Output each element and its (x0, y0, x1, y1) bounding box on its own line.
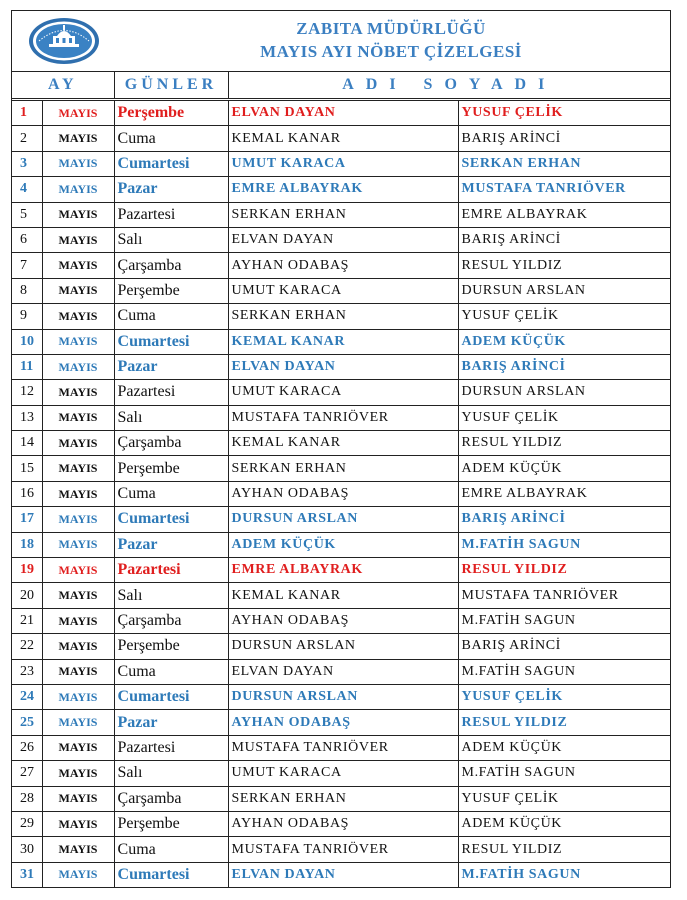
month-cell: MAYIS (42, 659, 114, 684)
officer-1-name: KEMAL KANAR (228, 329, 458, 354)
month-cell: MAYIS (42, 151, 114, 176)
officer-2-name: SERKAN ERHAN (458, 151, 670, 176)
officer-2-name: YUSUF ÇELİK (458, 304, 670, 329)
officer-1-name: ELVAN DAYAN (228, 862, 458, 887)
table-row (12, 100, 670, 126)
weekday-cell: Cuma (114, 837, 228, 862)
month-cell: MAYIS (42, 456, 114, 481)
officer-2-name: BARIŞ ARİNCİ (458, 634, 670, 659)
weekday-cell: Salı (114, 761, 228, 786)
table-row (12, 304, 670, 329)
day-number: 22 (12, 634, 42, 659)
weekday-cell: Pazar (114, 532, 228, 557)
weekday-cell: Cuma (114, 659, 228, 684)
officer-1-name: AYHAN ODABAŞ (228, 253, 458, 278)
weekday-cell: Salı (114, 227, 228, 252)
column-header-row (12, 72, 670, 100)
month-cell: MAYIS (42, 126, 114, 151)
officer-1-name: MUSTAFA TANRIÖVER (228, 837, 458, 862)
officer-2-name: YUSUF ÇELİK (458, 405, 670, 430)
day-number: 29 (12, 811, 42, 836)
officer-1-name: SERKAN ERHAN (228, 202, 458, 227)
month-cell: MAYIS (42, 837, 114, 862)
day-number: 17 (12, 507, 42, 532)
table-row (12, 126, 670, 151)
day-number: 9 (12, 304, 42, 329)
officer-2-name: DURSUN ARSLAN (458, 380, 670, 405)
document-header (12, 11, 670, 72)
office-title: ZABITA MÜDÜRLÜĞÜ (296, 19, 486, 38)
weekday-cell: Çarşamba (114, 786, 228, 811)
table-row (12, 481, 670, 506)
table-row (12, 405, 670, 430)
officer-1-name: ELVAN DAYAN (228, 227, 458, 252)
officer-2-name: RESUL YILDIZ (458, 837, 670, 862)
month-cell: MAYIS (42, 862, 114, 887)
officer-1-name: UMUT KARACA (228, 761, 458, 786)
month-cell: MAYIS (42, 710, 114, 735)
weekday-cell: Pazartesi (114, 380, 228, 405)
officer-2-name: EMRE ALBAYRAK (458, 202, 670, 227)
weekday-cell: Çarşamba (114, 431, 228, 456)
officer-2-name: DURSUN ARSLAN (458, 278, 670, 303)
column-header-adi-soyadi: ADI SOYADI (228, 72, 670, 100)
month-cell: MAYIS (42, 278, 114, 303)
table-row (12, 507, 670, 532)
table-row (12, 659, 670, 684)
day-number: 5 (12, 202, 42, 227)
month-cell: MAYIS (42, 380, 114, 405)
officer-1-name: AYHAN ODABAŞ (228, 608, 458, 633)
table-row (12, 634, 670, 659)
day-number: 8 (12, 278, 42, 303)
day-number: 11 (12, 354, 42, 379)
officer-2-name: BARIŞ ARİNCİ (458, 126, 670, 151)
day-number: 30 (12, 837, 42, 862)
officer-2-name: M.FATİH SAGUN (458, 659, 670, 684)
officer-1-name: SERKAN ERHAN (228, 786, 458, 811)
officer-2-name: BARIŞ ARİNCİ (458, 354, 670, 379)
month-cell: MAYIS (42, 227, 114, 252)
table-row (12, 151, 670, 176)
month-cell: MAYIS (42, 735, 114, 760)
day-number: 14 (12, 431, 42, 456)
officer-2-name: RESUL YILDIZ (458, 710, 670, 735)
month-cell: MAYIS (42, 507, 114, 532)
day-number: 15 (12, 456, 42, 481)
weekday-cell: Çarşamba (114, 253, 228, 278)
weekday-cell: Cumartesi (114, 507, 228, 532)
table-row (12, 710, 670, 735)
officer-1-name: ELVAN DAYAN (228, 354, 458, 379)
officer-1-name: SERKAN ERHAN (228, 304, 458, 329)
month-cell: MAYIS (42, 354, 114, 379)
weekday-cell: Cumartesi (114, 329, 228, 354)
month-cell: MAYIS (42, 811, 114, 836)
officer-1-name: UMUT KARACA (228, 151, 458, 176)
month-cell: MAYIS (42, 329, 114, 354)
officer-1-name: EMRE ALBAYRAK (228, 177, 458, 202)
column-header-ay: AY (12, 72, 114, 100)
officer-1-name: DURSUN ARSLAN (228, 634, 458, 659)
officer-1-name: UMUT KARACA (228, 278, 458, 303)
weekday-cell: Salı (114, 583, 228, 608)
day-number: 18 (12, 532, 42, 557)
officer-2-name: YUSUF ÇELİK (458, 786, 670, 811)
table-row (12, 761, 670, 786)
month-cell: MAYIS (42, 634, 114, 659)
day-number: 2 (12, 126, 42, 151)
month-cell: MAYIS (42, 684, 114, 709)
table-row (12, 202, 670, 227)
day-number: 7 (12, 253, 42, 278)
day-number: 3 (12, 151, 42, 176)
municipal-seal-logo (27, 16, 101, 66)
officer-2-name: RESUL YILDIZ (458, 558, 670, 583)
day-number: 26 (12, 735, 42, 760)
officer-2-name: MUSTAFA TANRIÖVER (458, 583, 670, 608)
officer-2-name: RESUL YILDIZ (458, 253, 670, 278)
day-number: 23 (12, 659, 42, 684)
weekday-cell: Pazar (114, 710, 228, 735)
month-cell: MAYIS (42, 431, 114, 456)
weekday-cell: Cuma (114, 126, 228, 151)
month-cell: MAYIS (42, 304, 114, 329)
day-number: 12 (12, 380, 42, 405)
officer-1-name: ELVAN DAYAN (228, 100, 458, 126)
weekday-cell: Perşembe (114, 278, 228, 303)
officer-1-name: AYHAN ODABAŞ (228, 710, 458, 735)
table-row (12, 837, 670, 862)
column-header-gunler: GÜNLER (114, 72, 228, 100)
officer-2-name: ADEM KÜÇÜK (458, 329, 670, 354)
weekday-cell: Salı (114, 405, 228, 430)
month-cell: MAYIS (42, 558, 114, 583)
month-cell: MAYIS (42, 761, 114, 786)
schedule-title: MAYIS AYI NÖBET ÇİZELGESİ (260, 42, 522, 61)
weekday-cell: Pazartesi (114, 202, 228, 227)
month-cell: MAYIS (42, 202, 114, 227)
weekday-cell: Perşembe (114, 456, 228, 481)
day-number: 10 (12, 329, 42, 354)
officer-1-name: KEMAL KANAR (228, 126, 458, 151)
officer-2-name: ADEM KÜÇÜK (458, 456, 670, 481)
officer-2-name: BARIŞ ARİNCİ (458, 507, 670, 532)
day-number: 21 (12, 608, 42, 633)
table-row (12, 227, 670, 252)
day-number: 13 (12, 405, 42, 430)
day-number: 1 (12, 100, 42, 126)
month-cell: MAYIS (42, 100, 114, 126)
table-row (12, 583, 670, 608)
officer-2-name: M.FATİH SAGUN (458, 862, 670, 887)
table-row (12, 177, 670, 202)
table-row (12, 456, 670, 481)
table-row (12, 253, 670, 278)
month-cell: MAYIS (42, 583, 114, 608)
table-row (12, 811, 670, 836)
officer-1-name: MUSTAFA TANRIÖVER (228, 735, 458, 760)
weekday-cell: Perşembe (114, 634, 228, 659)
day-number: 6 (12, 227, 42, 252)
officer-2-name: YUSUF ÇELİK (458, 100, 670, 126)
weekday-cell: Pazar (114, 177, 228, 202)
officer-1-name: EMRE ALBAYRAK (228, 558, 458, 583)
weekday-cell: Cumartesi (114, 151, 228, 176)
weekday-cell: Perşembe (114, 100, 228, 126)
officer-1-name: AYHAN ODABAŞ (228, 481, 458, 506)
officer-1-name: SERKAN ERHAN (228, 456, 458, 481)
day-number: 27 (12, 761, 42, 786)
weekday-cell: Cumartesi (114, 684, 228, 709)
day-number: 16 (12, 481, 42, 506)
table-row (12, 278, 670, 303)
officer-1-name: UMUT KARACA (228, 380, 458, 405)
officer-2-name: BARIŞ ARİNCİ (458, 227, 670, 252)
weekday-cell: Çarşamba (114, 608, 228, 633)
table-row (12, 735, 670, 760)
officer-2-name: M.FATİH SAGUN (458, 761, 670, 786)
table-row (12, 431, 670, 456)
officer-1-name: DURSUN ARSLAN (228, 507, 458, 532)
month-cell: MAYIS (42, 786, 114, 811)
weekday-cell: Pazar (114, 354, 228, 379)
day-number: 20 (12, 583, 42, 608)
weekday-cell: Cuma (114, 481, 228, 506)
month-cell: MAYIS (42, 532, 114, 557)
duty-table (12, 72, 670, 887)
weekday-cell: Pazartesi (114, 558, 228, 583)
table-row (12, 684, 670, 709)
officer-1-name: KEMAL KANAR (228, 431, 458, 456)
officer-2-name: ADEM KÜÇÜK (458, 735, 670, 760)
day-number: 25 (12, 710, 42, 735)
table-row (12, 329, 670, 354)
officer-2-name: ADEM KÜÇÜK (458, 811, 670, 836)
weekday-cell: Perşembe (114, 811, 228, 836)
officer-1-name: KEMAL KANAR (228, 583, 458, 608)
day-number: 4 (12, 177, 42, 202)
month-cell: MAYIS (42, 608, 114, 633)
officer-1-name: DURSUN ARSLAN (228, 684, 458, 709)
officer-1-name: ADEM KÜÇÜK (228, 532, 458, 557)
officer-1-name: AYHAN ODABAŞ (228, 811, 458, 836)
officer-2-name: RESUL YILDIZ (458, 431, 670, 456)
table-row (12, 354, 670, 379)
day-number: 24 (12, 684, 42, 709)
table-row (12, 862, 670, 887)
officer-2-name: MUSTAFA TANRIÖVER (458, 177, 670, 202)
duty-schedule-sheet (11, 10, 671, 888)
day-number: 28 (12, 786, 42, 811)
officer-2-name: EMRE ALBAYRAK (458, 481, 670, 506)
month-cell: MAYIS (42, 405, 114, 430)
day-number: 31 (12, 862, 42, 887)
table-row (12, 558, 670, 583)
officer-1-name: ELVAN DAYAN (228, 659, 458, 684)
weekday-cell: Pazartesi (114, 735, 228, 760)
weekday-cell: Cuma (114, 304, 228, 329)
table-row (12, 380, 670, 405)
weekday-cell: Cumartesi (114, 862, 228, 887)
table-row (12, 608, 670, 633)
officer-2-name: M.FATİH SAGUN (458, 532, 670, 557)
day-number: 19 (12, 558, 42, 583)
officer-2-name: YUSUF ÇELİK (458, 684, 670, 709)
officer-1-name: MUSTAFA TANRIÖVER (228, 405, 458, 430)
table-row (12, 786, 670, 811)
month-cell: MAYIS (42, 253, 114, 278)
officer-2-name: M.FATİH SAGUN (458, 608, 670, 633)
month-cell: MAYIS (42, 177, 114, 202)
month-cell: MAYIS (42, 481, 114, 506)
duty-rows (12, 100, 670, 888)
table-row (12, 532, 670, 557)
